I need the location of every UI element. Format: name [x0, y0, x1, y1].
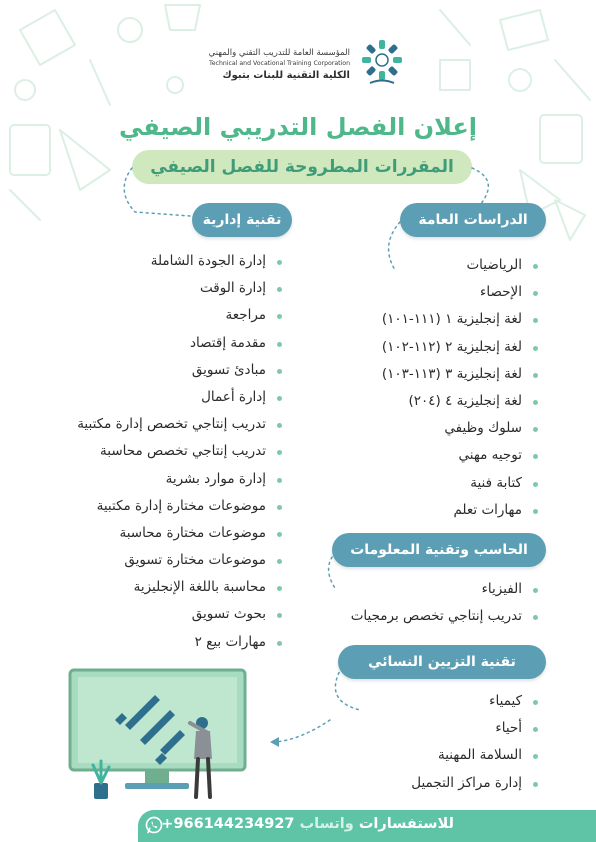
list-item: لغة إنجليزية ١ (١١١-١٠١) — [382, 306, 540, 333]
list-item: السلامة المهنية — [411, 742, 540, 769]
list-item: مراجعة — [77, 302, 284, 329]
list-item: إدارة أعمال — [77, 384, 284, 411]
list-item: موضوعات مختارة محاسبة — [77, 520, 284, 547]
page-title: إعلان الفصل التدريبي الصيفي — [118, 113, 478, 141]
footer-label: للاستفسارات — [358, 816, 454, 832]
footer-text — [161, 816, 454, 832]
list-item: الفيزياء — [351, 576, 540, 603]
list-item: أحياء — [411, 715, 540, 742]
list-item: بحوث تسويق — [77, 601, 284, 628]
list-item: موضوعات مختارة تسويق — [77, 547, 284, 574]
logo-org-english: Technical and Vocational Training Corporation — [209, 60, 350, 67]
list-item: إدارة الجودة الشاملة — [77, 248, 284, 275]
list-item: كيمياء — [411, 688, 540, 715]
list-item: إدارة الوقت — [77, 275, 284, 302]
list-item: مهارات تعلم — [382, 497, 540, 524]
list-item: موضوعات مختارة إدارة مكتبية — [77, 493, 284, 520]
monitor-illustration — [60, 665, 290, 805]
section-heading-admin: تقنية إدارية — [192, 203, 292, 237]
logo-emblem-icon — [356, 36, 408, 88]
list-item: تدريب إنتاجي تخصص محاسبة — [77, 438, 284, 465]
list-item: لغة إنجليزية ٤ (٢٠٤) — [382, 388, 540, 415]
computer-course-list — [351, 576, 540, 630]
footer-whatsapp-label: واتساب — [299, 816, 354, 832]
whatsapp-icon[interactable] — [144, 815, 164, 835]
section-heading-general: الدراسات العامة — [400, 203, 546, 237]
list-item: سلوك وظيفي — [382, 415, 540, 442]
list-item: لغة إنجليزية ٢ (١١٢-١٠٢) — [382, 334, 540, 361]
section-heading-beauty: تقنية التزيين النسائي — [338, 645, 546, 679]
list-item: محاسبة باللغة الإنجليزية — [77, 574, 284, 601]
list-item: مبادئ تسويق — [77, 357, 284, 384]
section-heading-computer: الحاسب وتقنية المعلومات — [332, 533, 546, 567]
list-item: مقدمة إقتصاد — [77, 330, 284, 357]
footer-phone-number[interactable]: +966144234927 — [161, 816, 295, 832]
list-item: كتابة فنية — [382, 470, 540, 497]
list-item: تدريب إنتاجي تخصص برمجيات — [351, 603, 540, 630]
list-item: إدارة مراكز التجميل — [411, 770, 540, 797]
admin-course-list — [77, 248, 284, 656]
logo-org-arabic: المؤسسة العامة للتدريب التقني والمهني — [208, 48, 350, 58]
beauty-course-list — [411, 688, 540, 797]
list-item: الإحصاء — [382, 279, 540, 306]
general-course-list — [382, 252, 540, 524]
list-item: مهارات بيع ٢ — [77, 629, 284, 656]
list-item: توجيه مهني — [382, 442, 540, 469]
list-item: إدارة موارد بشرية — [77, 466, 284, 493]
page-subtitle: المقررات المطروحة للفصل الصيفي — [132, 150, 472, 184]
contact-footer — [138, 810, 596, 842]
list-item: لغة إنجليزية ٣ (١١٣-١٠٣) — [382, 361, 540, 388]
logo-college-name: الكلية التقنية للبنات بتبوك — [222, 70, 350, 81]
list-item: الرياضيات — [382, 252, 540, 279]
college-logo — [168, 30, 408, 102]
list-item: تدريب إنتاجي تخصص إدارة مكتبية — [77, 411, 284, 438]
